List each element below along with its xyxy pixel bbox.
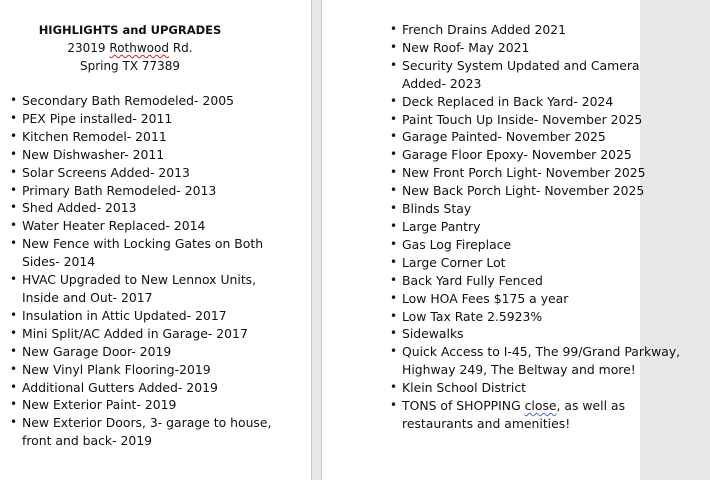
bullet-icon: • (10, 93, 18, 107)
list-item (10, 271, 300, 307)
street-suffix: Rd. (172, 41, 193, 55)
bullet-icon: • (10, 325, 18, 340)
list-item-text: Quick Access to I-45, The 99/Grand Parkway, Highway 249, The Beltway and more! (402, 344, 681, 378)
bullet-icon: • (390, 344, 398, 359)
list-item (390, 272, 710, 290)
list-item (10, 361, 300, 379)
bullet-icon: • (390, 57, 398, 72)
address-line (0, 39, 260, 57)
list-item-text: Water Heater Replaced- 2014 (22, 218, 206, 234)
list-item-text: Large Pantry (402, 218, 481, 234)
list-item (10, 307, 300, 325)
bullet-icon: • (390, 111, 398, 126)
list-item (10, 182, 300, 200)
list-item-text: Insulation in Attic Updated- 2017 (22, 307, 227, 323)
bullet-icon: • (10, 110, 18, 125)
left-bullet-list (10, 92, 300, 450)
bullet-icon: • (390, 326, 398, 341)
list-item (10, 128, 300, 146)
bullet-icon: • (390, 201, 398, 216)
bullet-icon: • (10, 307, 18, 322)
list-item-text: Kitchen Remodel- 2011 (22, 128, 167, 144)
list-item-text: HVAC Upgraded to New Lennox Units, Inside and Out- 2017 (22, 272, 257, 305)
list-item (390, 39, 710, 57)
list-item (390, 290, 710, 308)
list-item (390, 218, 710, 236)
list-item (390, 164, 710, 182)
list-item (390, 200, 710, 218)
list-item (390, 397, 710, 433)
list-item (390, 146, 710, 164)
list-item (390, 325, 710, 343)
bullet-icon: • (10, 272, 18, 287)
street-name: Rothwood (109, 41, 169, 55)
list-item-text: New Roof- May 2021 (402, 39, 530, 55)
list-item (10, 146, 300, 164)
bullet-icon: • (390, 147, 398, 162)
list-item-text: Klein School District (402, 380, 527, 396)
bullet-icon: • (10, 343, 18, 358)
bullet-icon: • (390, 308, 398, 323)
list-item-text: French Drains Added 2021 (402, 22, 566, 37)
list-item-text: Security System Updated and Camera Added- 2023 (402, 57, 640, 91)
right-page (321, 0, 681, 480)
bullet-icon: • (390, 218, 398, 233)
list-item (10, 343, 300, 361)
bullet-icon: • (390, 129, 398, 144)
list-item (390, 236, 710, 254)
list-item (390, 308, 710, 326)
list-item (10, 92, 300, 110)
bullet-icon: • (390, 272, 398, 287)
list-item (10, 199, 300, 217)
bullet-icon: • (390, 398, 398, 413)
list-item-text: Primary Bath Remodeled- 2013 (22, 182, 217, 198)
list-item-text: Large Corner Lot (402, 254, 506, 270)
city-line: Spring TX 77389 (79, 59, 181, 73)
bullet-icon: • (10, 200, 18, 215)
bullet-icon: • (390, 39, 398, 54)
list-item-text: New Fence with Locking Gates on Both Sides- 2014 (22, 236, 264, 270)
list-item (10, 325, 300, 343)
bullet-icon: • (10, 146, 18, 161)
list-item-text: Low Tax Rate 2.5923% (402, 308, 543, 324)
amenities-text: , as well as restaurants and amenities! (402, 398, 626, 431)
bullet-icon: • (390, 290, 398, 305)
list-item (10, 164, 300, 182)
bullet-icon: • (10, 128, 18, 143)
bullet-icon: • (390, 22, 398, 36)
list-item (390, 21, 710, 39)
list-item-text: Solar Screens Added- 2013 (22, 164, 190, 180)
bullet-icon: • (10, 164, 18, 179)
bullet-icon: • (10, 236, 18, 251)
list-item-text: Gas Log Fireplace (402, 236, 512, 252)
list-item (390, 93, 710, 111)
list-item (10, 379, 300, 397)
list-item-text: Additional Gutters Added- 2019 (22, 379, 218, 395)
list-item-text: Paint Touch Up Inside- November 2025 (402, 111, 643, 127)
left-page (0, 0, 312, 480)
list-item-text: New Front Porch Light- November 2025 (402, 165, 646, 181)
bullet-icon: • (390, 254, 398, 269)
list-item-text: New Vinyl Plank Flooring-2019 (22, 361, 211, 377)
bullet-icon: • (10, 182, 18, 197)
bullet-icon: • (390, 93, 398, 108)
bullet-icon: • (390, 165, 398, 180)
list-item (10, 414, 300, 450)
bullet-icon: • (10, 379, 18, 394)
list-item-text: Secondary Bath Remodeled- 2005 (22, 93, 234, 108)
list-item-text: New Dishwasher- 2011 (22, 146, 165, 162)
shopping-text: TONS of SHOPPING (402, 398, 525, 414)
list-item (390, 128, 710, 146)
list-item-text (402, 397, 710, 433)
bullet-icon: • (390, 380, 398, 395)
flagged-word: close (524, 398, 557, 414)
bullet-icon: • (10, 361, 18, 376)
list-item-text: New Exterior Doors, 3- garage to house, front and back- 2019 (22, 415, 272, 449)
list-item-text: PEX Pipe installed- 2011 (22, 110, 173, 126)
street-number: 23019 (67, 41, 106, 55)
bullet-icon: • (10, 415, 18, 430)
list-item-text: New Exterior Paint- 2019 (22, 397, 177, 413)
bullet-icon: • (390, 183, 398, 198)
bullet-icon: • (10, 397, 18, 412)
list-item (390, 111, 710, 129)
list-item (390, 254, 710, 272)
list-item-text: Sidewalks (402, 326, 464, 342)
bullet-icon: • (10, 218, 18, 233)
list-item (390, 343, 710, 379)
list-item-text: New Garage Door- 2019 (22, 343, 172, 359)
document-header (0, 21, 260, 75)
list-item (10, 235, 300, 271)
list-item-text: New Back Porch Light- November 2025 (402, 183, 645, 199)
list-item (390, 379, 710, 397)
list-item-text: Back Yard Fully Fenced (402, 272, 543, 288)
list-item (390, 57, 710, 93)
list-item (10, 110, 300, 128)
list-item-text: Low HOA Fees $175 a year (402, 290, 569, 306)
list-item-text: Mini Split/AC Added in Garage- 2017 (22, 325, 248, 341)
header-title: HIGHLIGHTS and UPGRADES (38, 23, 222, 37)
list-item-text: Garage Painted- November 2025 (402, 129, 606, 145)
list-item-text: Deck Replaced in Back Yard- 2024 (402, 93, 614, 109)
right-bullet-list (390, 21, 710, 433)
list-item-text: Shed Added- 2013 (22, 200, 137, 216)
list-item (10, 217, 300, 235)
list-item (10, 396, 300, 414)
bullet-icon: • (390, 236, 398, 251)
list-item-text: Blinds Stay (402, 201, 472, 217)
list-item-text: Garage Floor Epoxy- November 2025 (402, 147, 632, 163)
list-item (390, 182, 710, 200)
